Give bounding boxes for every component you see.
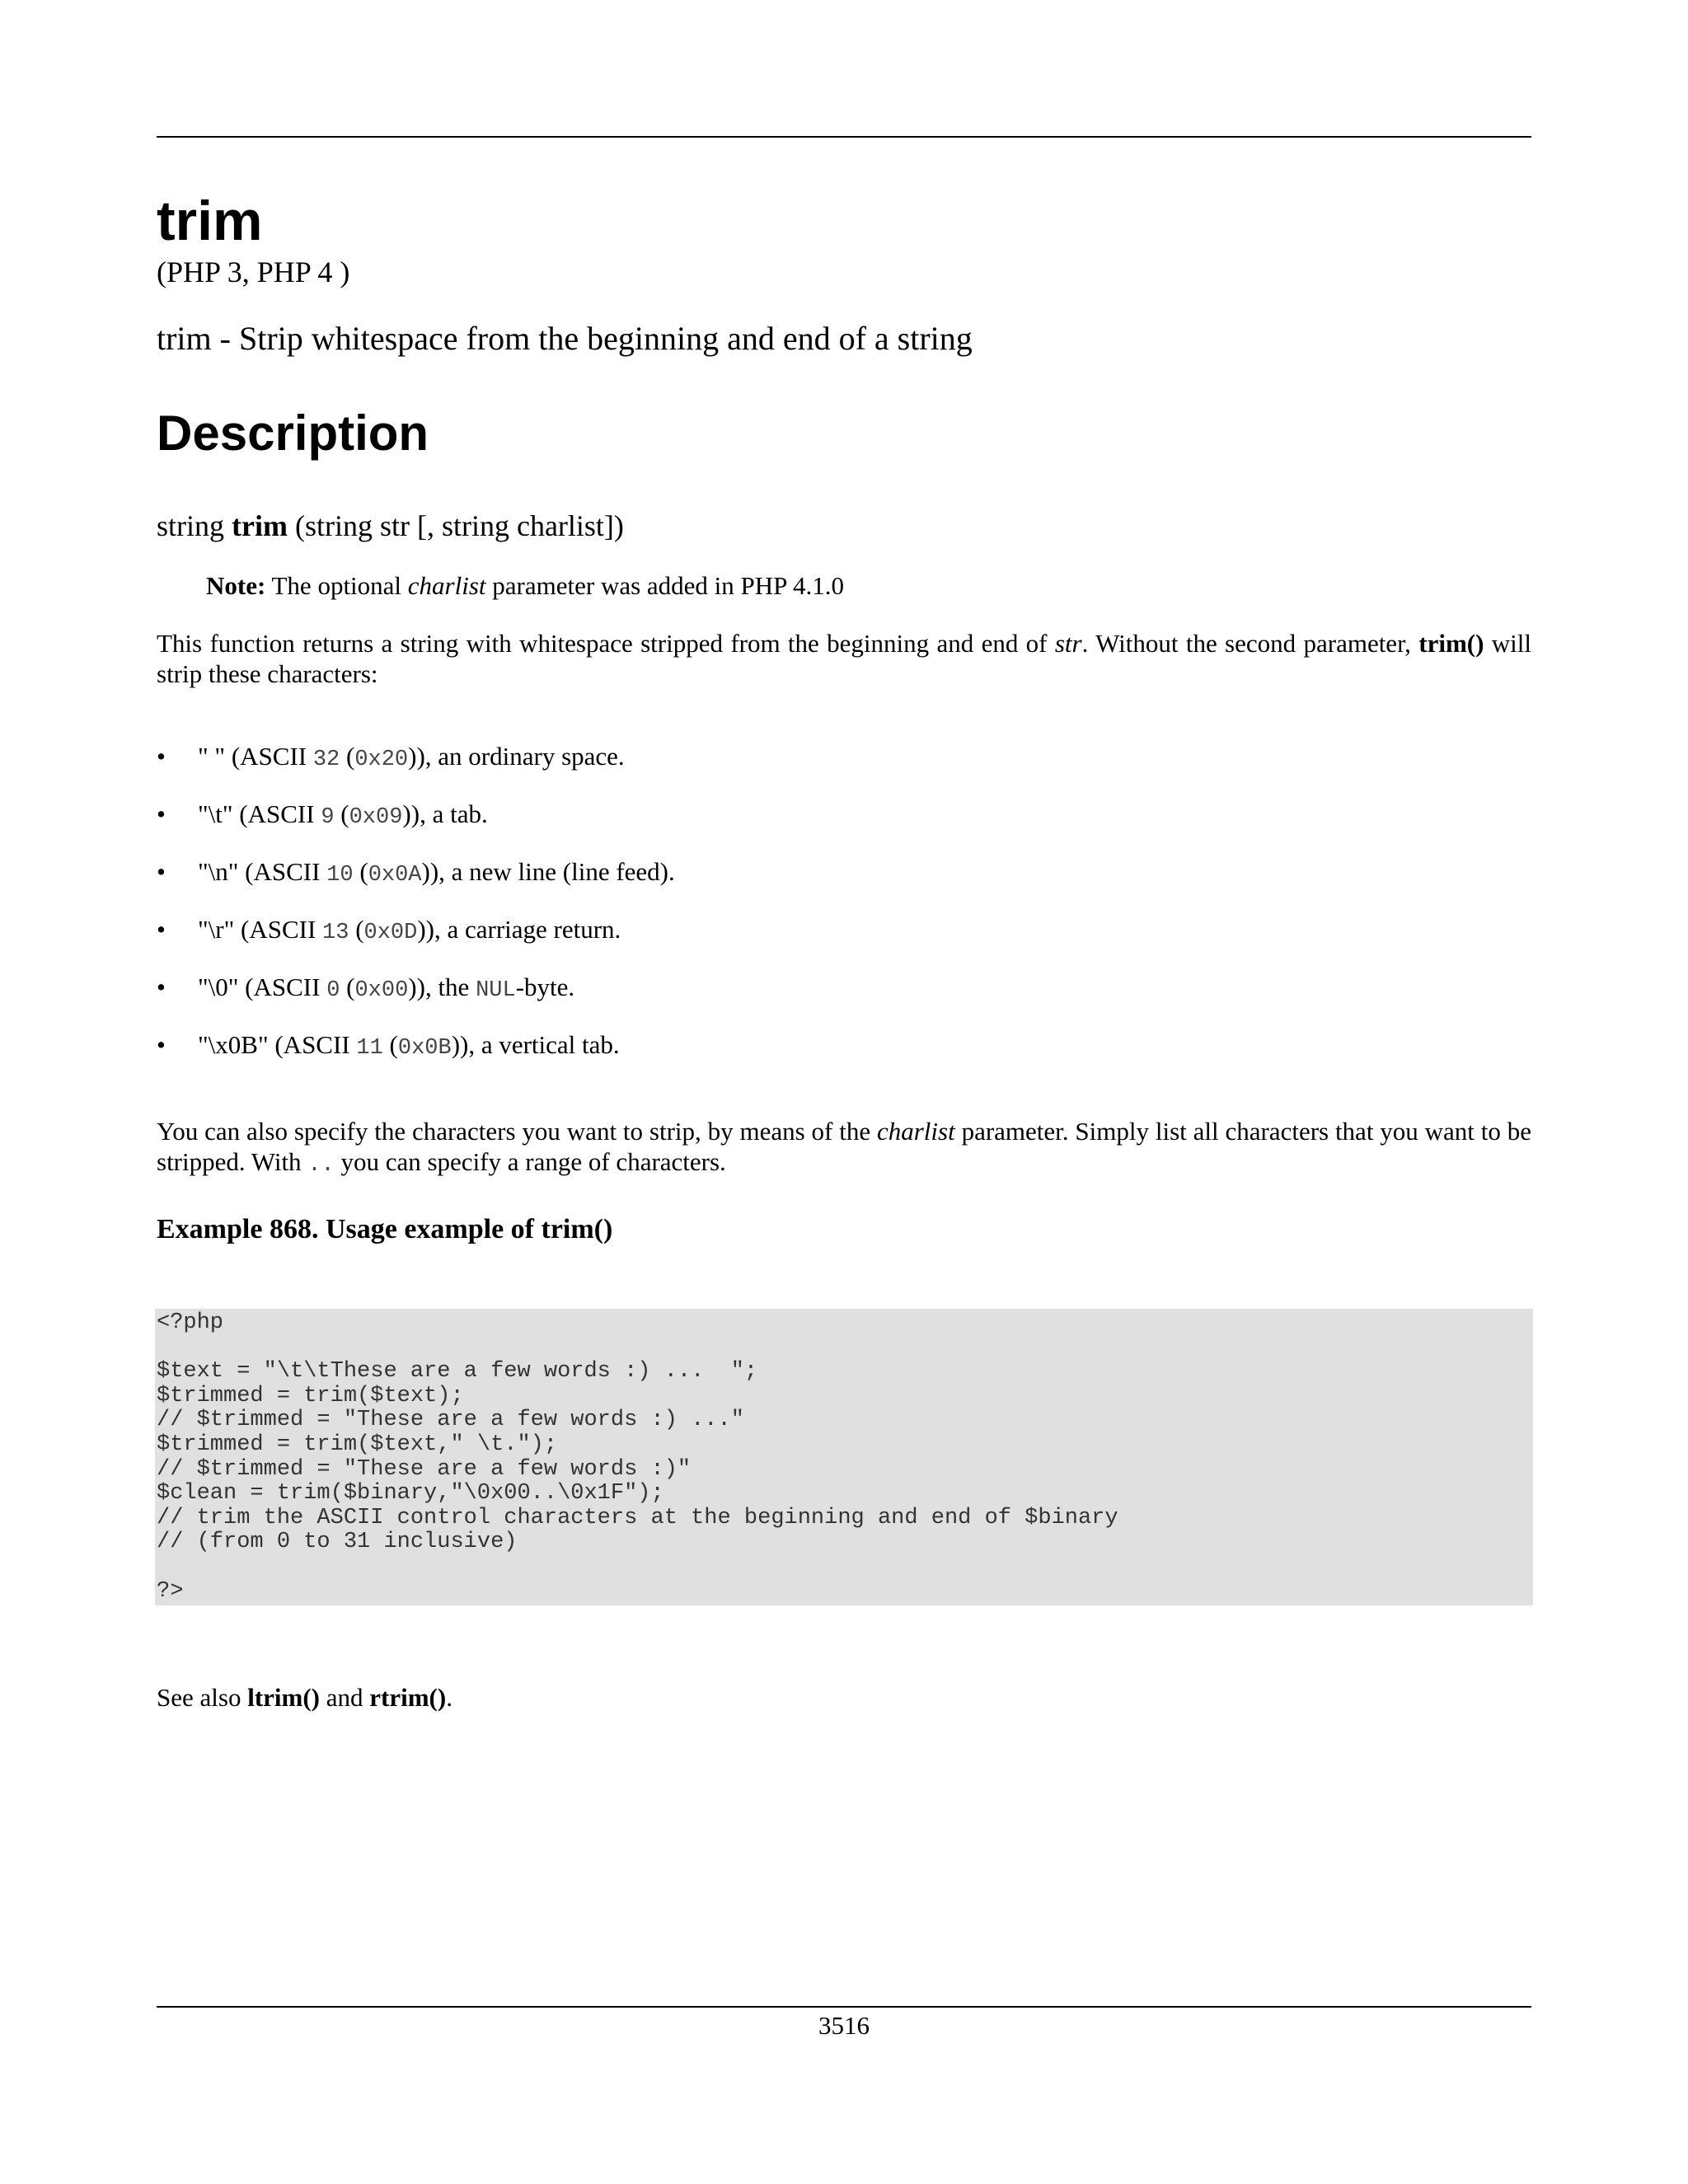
intro-text: . Without the second parameter, [1081,629,1411,658]
ascii-label: (ASCII [231,742,307,771]
char-description: )), an ordinary space. [408,742,625,771]
code-line [157,1555,1531,1580]
bullet-icon: • [157,915,166,944]
see-also-prefix: See also [157,1683,241,1712]
function-synopsis [157,508,624,544]
see-also-joiner: and [326,1683,363,1712]
char-description: )), a tab. [402,799,488,828]
charlist-param: charlist [876,1117,955,1146]
ascii-hex: 0x00 [354,978,409,1003]
code-line [157,1336,1531,1361]
list-item: • "\r" (ASCII 13 (0x0D)), a carriage return. [157,915,621,945]
charlist-text: parameter. Simply list all characters that you want to be stripped. With [157,1117,1532,1176]
stripped-characters-list [157,740,1531,1086]
page-title: trim [157,190,263,252]
footer-rule [157,2006,1531,2008]
code-line: ?> [157,1578,184,1604]
char-description: )), the [408,972,470,1001]
function-params: (string str [, string charlist]) [294,509,624,542]
intro-text: will strip these characters: [157,629,1531,688]
ascii-hex: 0x0D [363,921,418,945]
code-line: <?php [157,1310,224,1335]
ascii-label: (ASCII [274,1030,350,1059]
note-text-after: parameter was added in PHP 4.1.0 [492,571,845,600]
char-literal: "\x0B" [198,1030,269,1059]
ascii-hex: 0x09 [349,805,403,830]
intro-param: str [1054,629,1082,658]
php-versions: (PHP 3, PHP 4 ) [157,255,350,288]
intro-function-ref: trim() [1418,629,1484,658]
intro-text: This function returns a string with whitespace stripped from the beginning and end of [157,629,1048,658]
code-line: // $trimmed = "These are a few words :) ..." [157,1408,744,1433]
ascii-hex: 0x0A [368,863,422,888]
description-heading: Description [157,405,429,461]
code-line: $clean = trim($binary,"\0x00..\0x1F"); [157,1481,664,1507]
bullet-icon: • [157,972,166,1001]
ltrim-link[interactable]: ltrim() [247,1683,320,1712]
char-literal: " " [198,742,226,771]
char-literal: "\r" [198,915,235,944]
code-line: // $trimmed = "These are a few words :)" [157,1456,692,1482]
range-operator: .. [307,1153,335,1178]
ascii-decimal: 9 [321,805,335,830]
char-literal: "\0" [198,972,239,1001]
char-description: -byte. [515,972,575,1001]
note [206,569,844,602]
header-rule [157,136,1531,138]
ascii-decimal: 13 [322,921,349,945]
see-also-suffix: . [446,1683,452,1712]
char-description: )), a vertical tab. [451,1030,620,1059]
code-line: $trimmed = trim($text," \t."); [157,1432,558,1457]
ascii-label: (ASCII [245,972,321,1001]
ascii-hex: 0x0B [397,1036,452,1061]
list-item: • " " (ASCII 32 (0x20)), an ordinary space. [157,742,625,772]
ascii-hex: 0x20 [354,748,409,772]
code-line: // (from 0 to 31 inclusive) [157,1530,518,1555]
return-type: string [157,509,225,542]
list-item: • "\t" (ASCII 9 (0x09)), a tab. [157,799,488,830]
see-also [157,1681,452,1714]
ascii-label: (ASCII [239,799,315,828]
function-name: trim [232,509,288,542]
note-label: Note: [206,571,266,600]
code-line: // trim the ASCII control characters at the beginning and end of $binary [157,1505,1118,1530]
example-title: Example 868. Usage example of trim() [157,1214,613,1244]
char-description: )), a new line (line feed). [421,857,675,886]
list-item: • "\x0B" (ASCII 11 (0x0B)), a vertical tab. [157,1030,620,1061]
code-line: $text = "\t\tThese are a few words :) ... "; [157,1359,758,1385]
bullet-icon: • [157,1030,166,1059]
list-item: • "\0" (ASCII 0 (0x00)), the NUL-byte. [157,972,575,1003]
note-param: charlist [407,571,486,600]
ascii-decimal: 32 [312,748,340,772]
code-line: $trimmed = trim($text); [157,1383,464,1408]
bullet-icon: • [157,799,166,828]
char-description: )), a carriage return. [417,915,621,944]
rtrim-link[interactable]: rtrim() [369,1683,447,1712]
bullet-icon: • [157,857,166,886]
function-purpose: trim - Strip whitespace from the beginning and end of a string [157,320,973,357]
note-text-before: The optional [271,571,402,600]
char-literal: "\n" [198,857,239,886]
ascii-label: (ASCII [245,857,321,886]
ascii-decimal: 0 [326,978,340,1003]
char-literal: "\t" [198,799,233,828]
intro-paragraph [157,628,1531,689]
ascii-decimal: 10 [326,863,354,888]
code-example [155,1309,1533,1605]
list-item: • "\n" (ASCII 10 (0x0A)), a new line (line feed). [157,857,675,888]
nul-constant: NUL [476,978,516,1003]
charlist-text: You can also specify the characters you want to strip, by means of the [157,1117,871,1146]
manual-page [157,0,1531,2184]
charlist-paragraph [157,1116,1531,1181]
bullet-icon: • [157,742,166,771]
ascii-decimal: 11 [356,1036,383,1061]
ascii-label: (ASCII [241,915,316,944]
page-number: 3516 [818,2011,870,2040]
charlist-text: you can specify a range of characters. [340,1147,726,1176]
